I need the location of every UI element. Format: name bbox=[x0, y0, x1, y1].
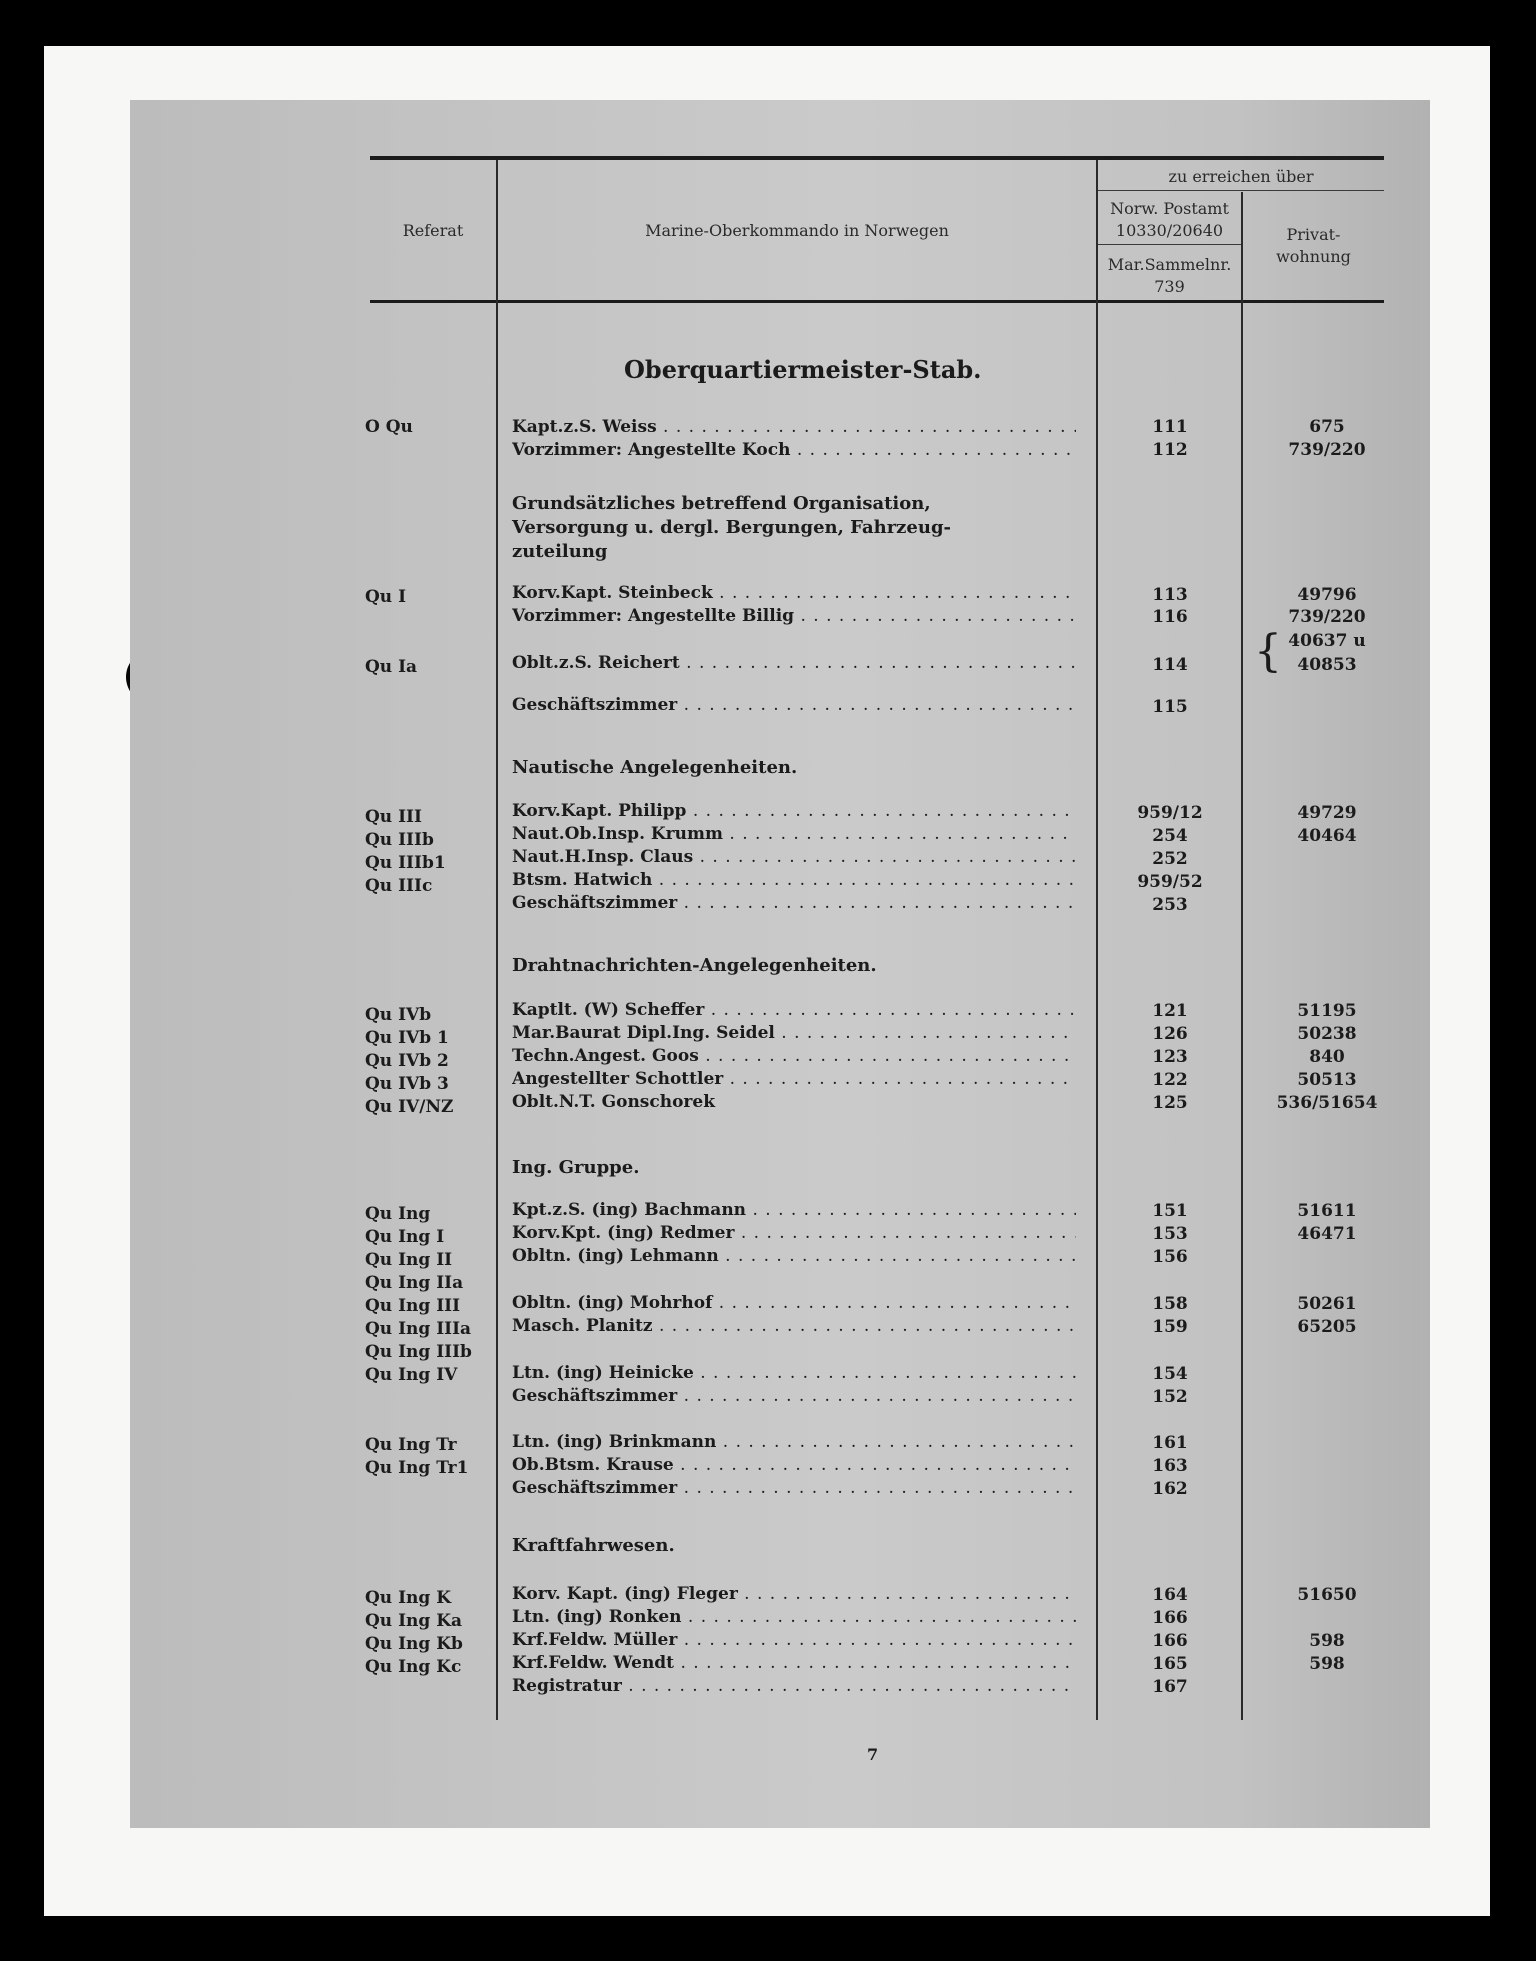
section-heading-nautische: Nautische Angelegenheiten. bbox=[512, 757, 798, 778]
row-tel: 167 bbox=[1152, 1677, 1188, 1697]
page-number: 7 bbox=[867, 1745, 879, 1764]
reach-via-header: zu erreichen über bbox=[1168, 167, 1314, 186]
row-tel: 114 bbox=[1152, 655, 1188, 675]
row-private: 739/220 bbox=[1288, 440, 1366, 460]
row-tel: 112 bbox=[1152, 440, 1188, 460]
row-private: 51195 bbox=[1297, 1001, 1357, 1021]
row-name: Korv.Kapt. Steinbeck . . . bbox=[512, 582, 1076, 604]
row-tel: 254 bbox=[1152, 826, 1188, 846]
row-name: Krf.Feldw. Müller . . . bbox=[512, 1629, 1076, 1651]
private-header-line2: wohnung bbox=[1276, 247, 1351, 266]
row-tel: 959/12 bbox=[1137, 803, 1203, 823]
row-name: Korv.Kapt. Philipp . . . bbox=[512, 800, 1076, 822]
row-private: 49729 bbox=[1297, 803, 1357, 823]
row-private: 840 bbox=[1309, 1047, 1345, 1067]
column-line-3 bbox=[1241, 192, 1243, 1720]
row-tel: 158 bbox=[1152, 1294, 1188, 1314]
row-private: 598 bbox=[1309, 1631, 1345, 1651]
row-private-reichert-2: 40853 bbox=[1297, 655, 1357, 675]
row-name: Oblt.z.S. Reichert . . . bbox=[512, 652, 1076, 674]
row-ref: Qu Ing bbox=[365, 1204, 431, 1224]
postamt-header-line1: Norw. Postamt bbox=[1110, 199, 1229, 218]
row-name: Korv.Kpt. (ing) Redmer . . . bbox=[512, 1222, 1076, 1244]
row-tel: 125 bbox=[1152, 1093, 1188, 1113]
row-tel: 959/52 bbox=[1137, 872, 1203, 892]
row-name: Mar.Baurat Dipl.Ing. Seidel . . . bbox=[512, 1022, 1076, 1044]
row-tel: 161 bbox=[1152, 1433, 1188, 1453]
row-name: Naut.Ob.Insp. Krumm . . . bbox=[512, 823, 1076, 845]
row-name: Kapt.z.S. Weiss . . . bbox=[512, 416, 1076, 438]
row-ref: Qu IIIc bbox=[365, 876, 433, 896]
row-tel: 154 bbox=[1152, 1364, 1188, 1384]
row-ref: Qu I bbox=[365, 587, 407, 607]
document-photo bbox=[130, 100, 1430, 1828]
section-heading-ing-gruppe: Ing. Gruppe. bbox=[512, 1157, 640, 1178]
header-bottom-rule bbox=[370, 300, 1384, 303]
postamt-divider bbox=[1098, 244, 1243, 245]
row-ref: Qu Ing K bbox=[365, 1588, 451, 1608]
row-name: Vorzimmer: Angestellte Koch . . . bbox=[512, 439, 1076, 461]
header-top-rule bbox=[370, 156, 1384, 160]
row-ref: Qu Ing IIa bbox=[365, 1273, 464, 1293]
row-ref: Qu Ing Ka bbox=[365, 1611, 462, 1631]
row-name: Registratur . . . bbox=[512, 1675, 1076, 1697]
row-ref: Qu Ing Kc bbox=[365, 1657, 462, 1677]
row-private-reichert-1: 40637 u bbox=[1288, 631, 1366, 651]
row-tel: 252 bbox=[1152, 849, 1188, 869]
row-ref: Qu IVb 1 bbox=[365, 1028, 449, 1048]
column-line-2 bbox=[1096, 160, 1098, 1720]
row-ref: Qu IIIb bbox=[365, 830, 434, 850]
row-ref: Qu Ing I bbox=[365, 1227, 445, 1247]
referat-header: Referat bbox=[402, 221, 464, 240]
section-heading-grundsaetzliches-line2: Versorgung u. dergl. Bergungen, Fahrzeug- bbox=[512, 517, 951, 538]
sammel-header-line1: Mar.Sammelnr. bbox=[1107, 255, 1232, 274]
row-ref: Qu Ing Tr bbox=[365, 1435, 457, 1455]
row-tel: 116 bbox=[1152, 607, 1188, 627]
row-tel: 153 bbox=[1152, 1224, 1188, 1244]
row-name: Geschäftszimmer . . . bbox=[512, 694, 1076, 716]
row-tel: 164 bbox=[1152, 1585, 1188, 1605]
row-name: Naut.H.Insp. Claus . . . bbox=[512, 846, 1076, 868]
row-tel: 152 bbox=[1152, 1387, 1188, 1407]
postamt-header-line2: 10330/20640 bbox=[1115, 221, 1224, 240]
row-ref: Qu IVb bbox=[365, 1005, 432, 1025]
row-name: Ob.Btsm. Krause . . . bbox=[512, 1454, 1076, 1476]
row-name: Angestellter Schottler . . . bbox=[512, 1068, 1076, 1090]
row-ref: Qu Ing II bbox=[365, 1250, 453, 1270]
row-name: Oblt.N.T. Gonschorek bbox=[512, 1092, 715, 1112]
row-tel: 166 bbox=[1152, 1631, 1188, 1651]
row-tel: 115 bbox=[1152, 697, 1188, 717]
row-name: Korv. Kapt. (ing) Fleger . . . bbox=[512, 1583, 1076, 1605]
row-name: Obltn. (ing) Lehmann . . . bbox=[512, 1245, 1076, 1267]
row-ref: Qu Ing III bbox=[365, 1296, 461, 1316]
row-name: Krf.Feldw. Wendt . . . bbox=[512, 1652, 1076, 1674]
section-heading-oberquartiermeister: Oberquartiermeister-Stab. bbox=[624, 355, 982, 384]
row-tel: 253 bbox=[1152, 895, 1188, 915]
row-private: 50238 bbox=[1297, 1024, 1357, 1044]
row-tel: 156 bbox=[1152, 1247, 1188, 1267]
row-tel: 126 bbox=[1152, 1024, 1188, 1044]
section-heading-grundsaetzliches-line3: zuteilung bbox=[512, 541, 608, 562]
row-private: 51611 bbox=[1297, 1201, 1357, 1221]
row-tel: 166 bbox=[1152, 1608, 1188, 1628]
row-ref: Qu IVb 3 bbox=[365, 1074, 449, 1094]
private-header-line1: Privat- bbox=[1286, 225, 1341, 244]
row-ref: Qu Ing Tr1 bbox=[365, 1458, 469, 1478]
private-brace: { bbox=[1254, 626, 1282, 677]
row-name: Vorzimmer: Angestellte Billig . . . bbox=[512, 605, 1076, 627]
row-tel: 111 bbox=[1152, 417, 1188, 437]
column-line-1 bbox=[496, 160, 498, 1720]
row-tel: 123 bbox=[1152, 1047, 1188, 1067]
row-ref: Qu Ing IIIb bbox=[365, 1342, 472, 1362]
row-name: Geschäftszimmer . . . bbox=[512, 892, 1076, 914]
row-private: 46471 bbox=[1297, 1224, 1357, 1244]
row-name: Kaptlt. (W) Scheffer . . . bbox=[512, 999, 1076, 1021]
sammel-header-line2: 739 bbox=[1154, 277, 1185, 296]
row-ref: Qu Ia bbox=[365, 657, 418, 677]
row-name: Masch. Planitz . . . bbox=[512, 1315, 1076, 1337]
row-name: Obltn. (ing) Mohrhof . . . bbox=[512, 1292, 1076, 1314]
row-private: 739/220 bbox=[1288, 607, 1366, 627]
row-tel: 113 bbox=[1152, 585, 1188, 605]
row-ref: Qu IV/NZ bbox=[365, 1097, 454, 1117]
reach-via-underline bbox=[1098, 190, 1384, 191]
row-private: 598 bbox=[1309, 1654, 1345, 1674]
row-tel: 151 bbox=[1152, 1201, 1188, 1221]
row-name: Ltn. (ing) Heinicke . . . bbox=[512, 1362, 1076, 1384]
row-ref: Qu Ing IV bbox=[365, 1365, 458, 1385]
section-heading-drahtnachrichten: Drahtnachrichten-Angelegenheiten. bbox=[512, 955, 877, 976]
row-private: 536/51654 bbox=[1276, 1093, 1378, 1113]
row-ref: Qu Ing IIIa bbox=[365, 1319, 472, 1339]
row-tel: 162 bbox=[1152, 1479, 1188, 1499]
row-ref: Qu III bbox=[365, 807, 422, 827]
row-private: 50261 bbox=[1297, 1294, 1357, 1314]
section-heading-grundsaetzliches-line1: Grundsätzliches betreffend Organisation, bbox=[512, 493, 931, 514]
row-ref: Qu IVb 2 bbox=[365, 1051, 449, 1071]
row-name: Kpt.z.S. (ing) Bachmann . . . bbox=[512, 1199, 1076, 1221]
row-ref: Qu Ing Kb bbox=[365, 1634, 463, 1654]
row-tel: 163 bbox=[1152, 1456, 1188, 1476]
row-tel: 122 bbox=[1152, 1070, 1188, 1090]
row-private: 40464 bbox=[1297, 826, 1357, 846]
row-name: Geschäftszimmer . . . bbox=[512, 1385, 1076, 1407]
row-private: 675 bbox=[1309, 417, 1345, 437]
row-name: Ltn. (ing) Brinkmann . . . bbox=[512, 1431, 1076, 1453]
row-ref: O Qu bbox=[365, 417, 413, 437]
section-heading-kraftfahrwesen: Kraftfahrwesen. bbox=[512, 1535, 675, 1556]
row-name: Ltn. (ing) Ronken . . . bbox=[512, 1606, 1076, 1628]
row-ref: Qu IIIb1 bbox=[365, 853, 446, 873]
command-header: Marine-Oberkommando in Norwegen bbox=[645, 221, 949, 240]
row-private: 49796 bbox=[1297, 585, 1357, 605]
row-tel: 121 bbox=[1152, 1001, 1188, 1021]
row-private: 50513 bbox=[1297, 1070, 1357, 1090]
row-private: 51650 bbox=[1297, 1585, 1357, 1605]
row-tel: 159 bbox=[1152, 1317, 1188, 1337]
row-name: Techn.Angest. Goos . . . bbox=[512, 1045, 1076, 1067]
row-name: Btsm. Hatwich . . . bbox=[512, 869, 1076, 891]
row-name: Geschäftszimmer . . . bbox=[512, 1477, 1076, 1499]
row-tel: 165 bbox=[1152, 1654, 1188, 1674]
row-private: 65205 bbox=[1297, 1317, 1357, 1337]
